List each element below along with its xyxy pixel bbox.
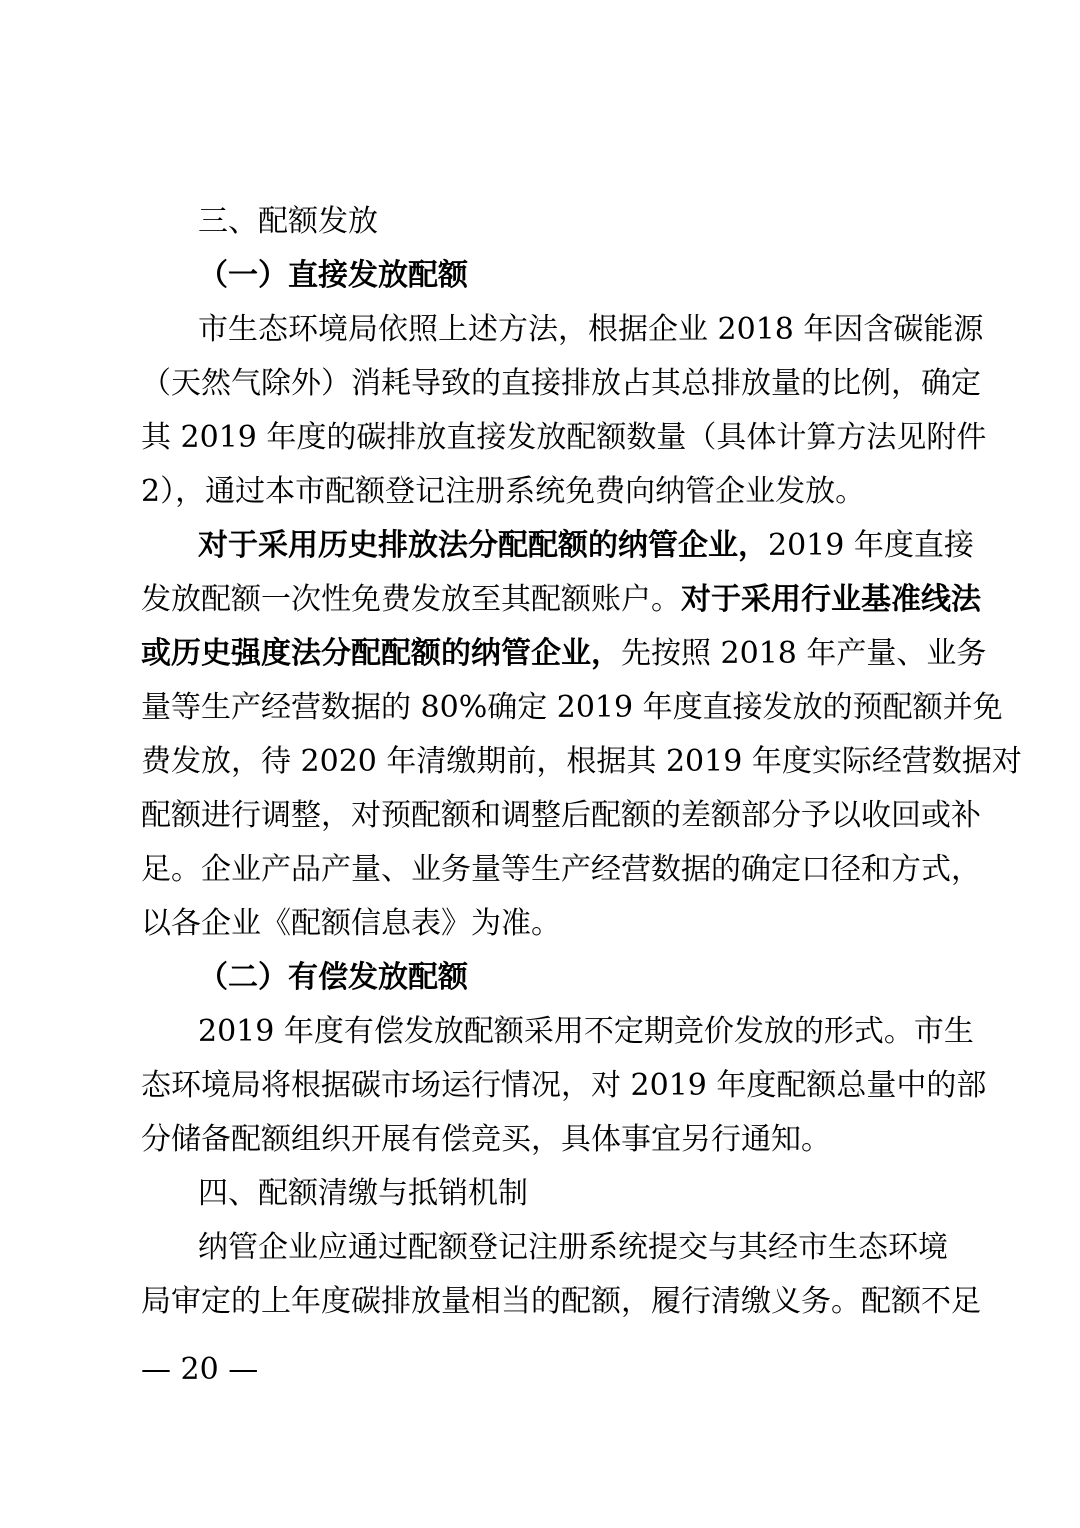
paragraph-line: 费发放，待 2020 年清缴期前，根据其 2019 年度实际经营数据对 (141, 744, 1022, 779)
paragraph-line: 配额进行调整，对预配额和调整后配额的差额部分予以收回或补 (141, 798, 981, 833)
paragraph-line: 态环境局将根据碳市场运行情况，对 2019 年度配额总量中的部 (141, 1068, 987, 1103)
section-heading-4: 四、配额清缴与抵销机制 (198, 1176, 528, 1211)
paragraph-line: 足。企业产品产量、业务量等生产经营数据的确定口径和方式， (141, 852, 981, 887)
paragraph-line: 其 2019 年度的碳排放直接发放配额数量（具体计算方法见附件 (141, 420, 987, 455)
page-number: — 20 — (141, 1352, 259, 1387)
section-heading-3: 三、配额发放 (198, 204, 378, 239)
paragraph-line: 2019 年度有偿发放配额采用不定期竞价发放的形式。市生 (198, 1014, 974, 1049)
paragraph-line: 纳管企业应通过配额登记注册系统提交与其经市生态环境 (198, 1230, 948, 1265)
plain-text: 2019 年度直接 (768, 528, 974, 563)
subsection-heading-1: （一）直接发放配额 (198, 258, 468, 293)
plain-text: 发放配额一次性免费发放至其配额账户。 (141, 582, 681, 617)
paragraph-line: 市生态环境局依照上述方法，根据企业 2018 年因含碳能源 (198, 312, 984, 347)
paragraph-line-mixed (141, 580, 981, 620)
bold-text: 对于采用行业基准线法 (681, 582, 981, 617)
paragraph-line: 局审定的上年度碳排放量相当的配额，履行清缴义务。配额不足 (141, 1284, 981, 1319)
paragraph-line: 量等生产经营数据的 80%确定 2019 年度直接发放的预配额并免 (141, 690, 1003, 725)
paragraph-line-mixed (141, 634, 987, 674)
subsection-heading-2: （二）有偿发放配额 (198, 960, 468, 995)
bold-text: 或历史强度法分配配额的纳管企业， (141, 636, 621, 671)
paragraph-line-mixed (198, 526, 974, 566)
paragraph-line: 以各企业《配额信息表》为准。 (141, 906, 561, 941)
paragraph-line: 2），通过本市配额登记注册系统免费向纳管企业发放。 (141, 474, 866, 509)
plain-text: 先按照 2018 年产量、业务 (621, 636, 987, 671)
paragraph-line: 分储备配额组织开展有偿竞买，具体事宜另行通知。 (141, 1122, 831, 1157)
paragraph-line: （天然气除外）消耗导致的直接排放占其总排放量的比例，确定 (141, 366, 981, 401)
bold-text: 对于采用历史排放法分配配额的纳管企业， (198, 528, 768, 563)
